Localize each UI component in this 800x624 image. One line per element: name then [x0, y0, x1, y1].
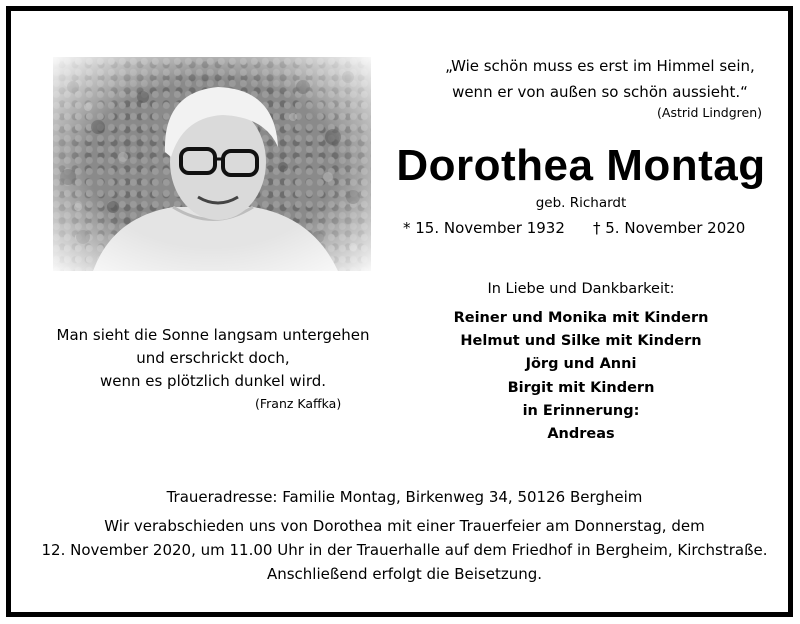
- mourner-entry: Andreas: [547, 426, 615, 443]
- quote-left-source: (Franz Kaffka): [255, 396, 342, 411]
- mourners-intro: In Liebe und Dankbarkeit:: [487, 281, 675, 297]
- mourner-entry: in Erinnerung:: [522, 402, 640, 419]
- birth-name: geb. Richardt: [535, 195, 627, 211]
- quote-left-line: und erschrickt doch,: [136, 349, 290, 367]
- portrait-photo: [53, 57, 371, 271]
- quote-left: [53, 324, 373, 393]
- mourning-address: Traueradresse: Familie Montag, Birkenweg 34, 50126 Bergheim: [166, 488, 643, 506]
- mourner-entry: Reiner und Monika mit Kindern: [453, 310, 709, 326]
- quote-top-line: wenn er von außen so schön aussieht.“: [452, 83, 748, 101]
- birth-date: * 15. November 1932: [403, 219, 565, 237]
- mourners-list: [391, 307, 771, 446]
- quote-top-source: (Astrid Lindgren): [657, 105, 762, 120]
- death-date: † 5. November 2020: [593, 219, 746, 237]
- mourner-entry: Birgit mit Kindern: [507, 379, 655, 396]
- quote-left-line: wenn es plötzlich dunkel wird.: [99, 372, 327, 390]
- service-line: Wir verabschieden uns von Dorothea mit einer Trauerfeier am Donnerstag, dem: [104, 517, 705, 535]
- quote-top: [431, 53, 769, 105]
- quote-left-line: Man sieht die Sonne langsam untergehen: [56, 326, 370, 344]
- funeral-service-info: [11, 514, 793, 586]
- service-line: 12. November 2020, um 11.00 Uhr in der Trauerhalle auf dem Friedhof in Bergheim, Kirchstraße.: [41, 541, 768, 559]
- service-line: Anschließend erfolgt die Beisetzung.: [266, 565, 543, 583]
- mourner-entry: Helmut und Silke mit Kindern: [460, 333, 702, 350]
- mourner-entry: Jörg und Anni: [525, 356, 637, 373]
- obituary-card: [6, 6, 793, 617]
- deceased-name: Dorothea Montag: [396, 141, 766, 190]
- quote-top-line: „Wie schön muss es erst im Himmel sein,: [445, 57, 755, 75]
